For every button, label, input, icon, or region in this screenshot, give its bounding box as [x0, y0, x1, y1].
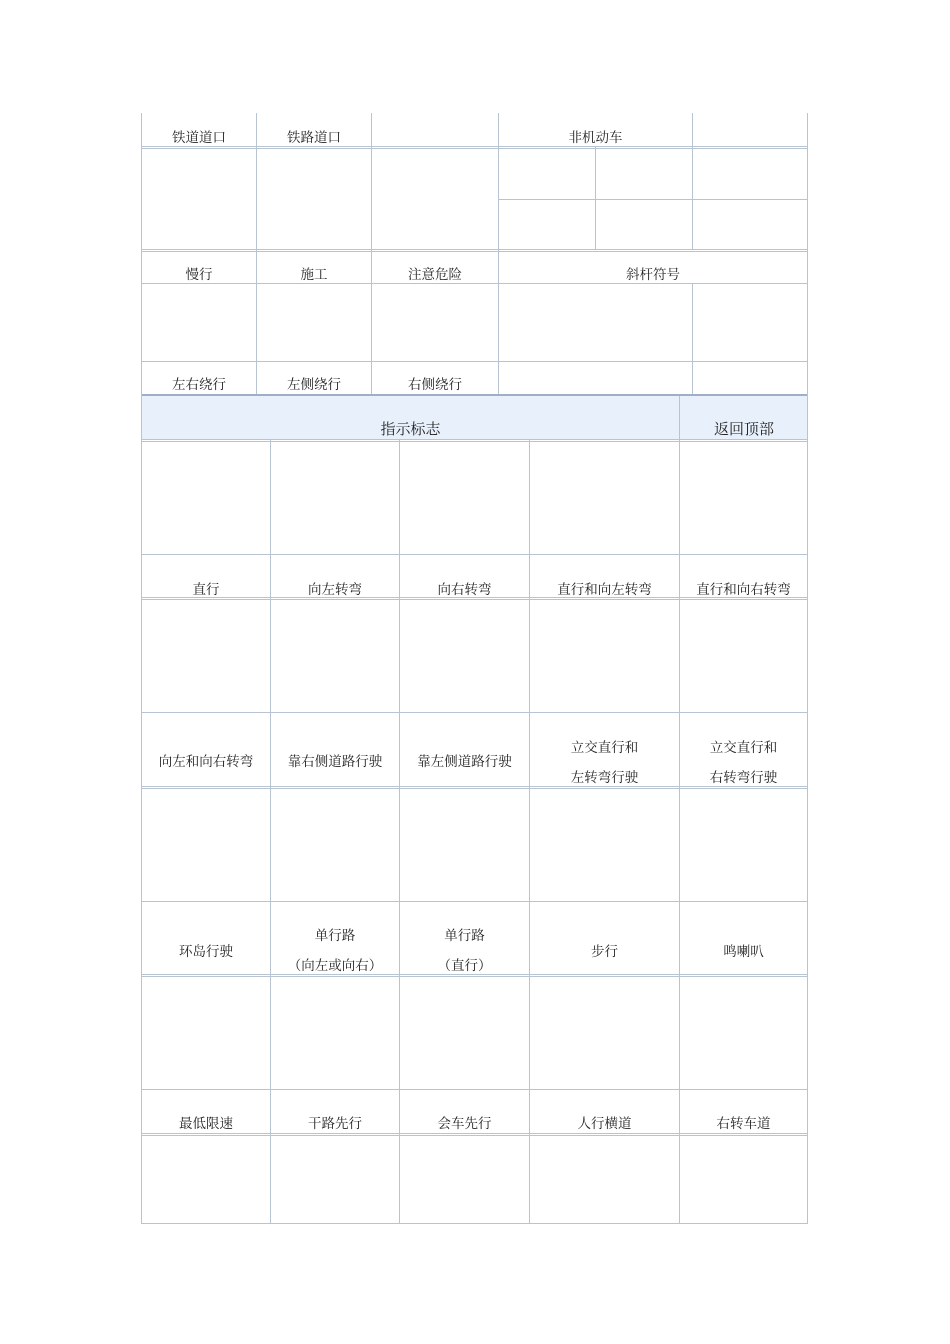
grid-line: [141, 439, 808, 442]
grid-line: [679, 396, 680, 1224]
sign-label: 向左转弯: [308, 582, 362, 598]
grid-line: [141, 901, 808, 902]
sign-label: 直行: [192, 582, 220, 598]
sign-label: 会车先行: [437, 1116, 492, 1132]
sign-label: 慢行: [185, 267, 213, 283]
grid-line: [141, 1089, 808, 1090]
sign-label: 左侧绕行: [287, 377, 341, 393]
grid-line: [141, 249, 808, 252]
sign-label: 斜杆符号: [626, 267, 680, 283]
grid-line: [141, 113, 142, 395]
sign-label: 鸣喇叭: [723, 944, 764, 960]
sign-label: 环岛行驶: [179, 944, 233, 960]
section-title: 指示标志: [380, 420, 441, 438]
sign-label: 直行和向左转弯: [557, 582, 652, 598]
sign-label: 施工: [300, 267, 328, 283]
grid-line: [141, 554, 808, 555]
grid-line: [141, 394, 808, 396]
sign-label: 靠左侧道路行驶: [417, 754, 512, 770]
sign-label: 靠右侧道路行驶: [287, 754, 383, 770]
grid-line: [399, 440, 400, 1224]
sign-label: 铁道道口: [172, 130, 226, 146]
sign-label: 立交直行和 左转弯行驶: [570, 740, 639, 786]
sign-label: 非机动车: [568, 130, 623, 146]
sign-label: 步行: [591, 944, 618, 960]
sign-label: 单行路 （直行）: [437, 928, 492, 974]
sign-label: 直行和向右转弯: [696, 582, 791, 598]
grid-line: [498, 199, 808, 200]
grid-line: [692, 284, 693, 395]
sign-label: 干路先行: [308, 1116, 362, 1132]
sign-label: 单行路 （向左或向右）: [287, 928, 383, 974]
grid-line: [141, 361, 808, 362]
grid-line: [807, 113, 808, 395]
back-to-top-link[interactable]: 返回顶部: [713, 420, 774, 438]
sign-label: 人行横道: [577, 1116, 632, 1132]
grid-line: [141, 1223, 808, 1224]
grid-line: [141, 712, 808, 713]
sign-label: 立交直行和 右转弯行驶: [709, 740, 778, 786]
sign-label: 右侧绕行: [408, 377, 462, 393]
grid-line: [371, 113, 372, 395]
grid-line: [270, 440, 271, 1224]
sign-label: 铁路道口: [287, 130, 341, 146]
sign-label: 左右绕行: [172, 377, 226, 393]
grid-line: [256, 113, 257, 395]
sign-label: 注意危险: [408, 267, 462, 283]
sign-label: 向左和向右转弯: [158, 754, 254, 770]
grid-line: [529, 440, 530, 1224]
sign-label: 最低限速: [179, 1116, 233, 1132]
grid-line: [807, 394, 808, 1224]
sign-label: 右转车道: [716, 1116, 771, 1132]
sign-label: 向右转弯: [437, 582, 492, 598]
grid-line: [141, 394, 142, 1224]
grid-line: [498, 113, 499, 395]
